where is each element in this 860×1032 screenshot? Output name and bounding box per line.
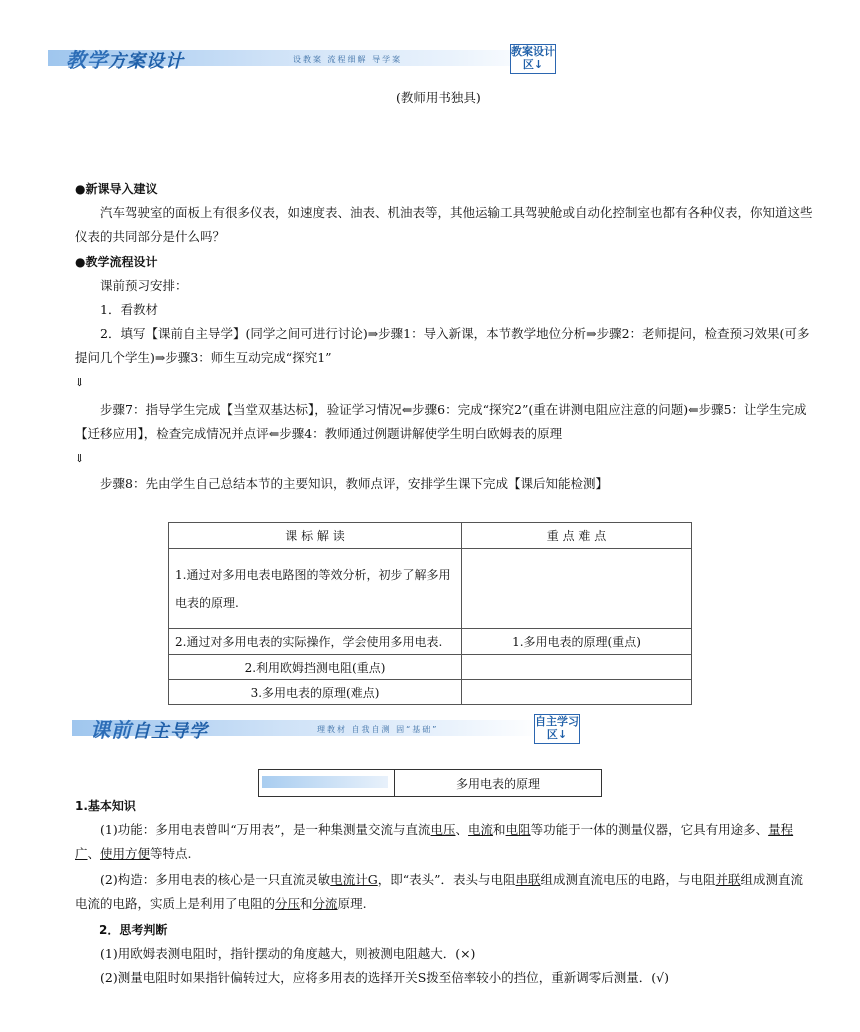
flow-preview: 课前预习安排： xyxy=(100,278,188,293)
basic-structure xyxy=(75,868,815,916)
basic-heading: 1.基本知识 xyxy=(75,799,136,813)
text: 和 xyxy=(493,822,506,837)
banner-title-rest: 方案设计 xyxy=(108,51,184,72)
answer-blank: 电阻 xyxy=(505,822,531,837)
answer-blank: 串联 xyxy=(515,872,541,887)
answer-blank: 分压 xyxy=(275,896,301,911)
text: 、 xyxy=(87,846,101,861)
table-header: 重 点 难 点 xyxy=(462,523,692,549)
banner-subtitle: 理教材 自我自测 固“基础” xyxy=(317,725,439,734)
text: 等功能于一体的测量仪器，它具有用途多、 xyxy=(530,822,769,837)
judge-q1: (1)用欧姆表测电阻时，指针摆动的角度越大，则被测电阻越大．(×) xyxy=(100,946,476,961)
answer-blank: 电流 xyxy=(468,822,494,837)
text: 和 xyxy=(300,896,313,911)
self-study-banner xyxy=(72,712,592,742)
table-cell xyxy=(462,549,692,629)
topic-decoration xyxy=(262,776,388,788)
banner-title-lead: 教学 xyxy=(66,48,108,72)
flow-arrow-down: ⇓ xyxy=(75,452,85,465)
answer-blank: 量程广 xyxy=(75,822,794,861)
basic-function xyxy=(75,818,815,866)
flow-step-read: 1．看教材 xyxy=(100,302,158,317)
text: (1)功能：多用电表曾叫“万用表”，是一种集测量交流与直流 xyxy=(100,822,431,837)
answer-blank: 电压 xyxy=(430,822,456,837)
teacher-note: (教师用书独具) xyxy=(396,90,481,105)
intro-body: 汽车驾驶室的面板上有很多仪表，如速度表、油表、机油表等，其他运输工具驾驶舱或自动化控制室也都有各种仪表，你知道这些仪表的共同部分是什么吗？ xyxy=(75,205,813,244)
banner-title xyxy=(90,714,208,743)
text: ，即“表头”．表头与电阻 xyxy=(377,872,516,887)
answer-blank: 使用方便 xyxy=(100,846,151,861)
judge-heading: 2．思考判断 xyxy=(99,923,168,937)
topic-title: 多用电表的原理 xyxy=(455,777,540,791)
text: 等特点. xyxy=(150,846,192,861)
objectives-table xyxy=(168,522,692,705)
flow-step-7: 步骤7：指导学生完成【当堂双基达标】，验证学习情况⇐步骤6：完成“探究2”(重在讲测电阻应注意的问题)⇐步骤5：让学生完成【迁移应用】，检查完成情况并点评⇐步骤4：教师通过例题讲解使学生明白欧姆表的原理 xyxy=(75,402,807,441)
table-cell: 2.通过对多用电表的实际操作，学会使用多用电表. xyxy=(169,629,462,655)
text: 组成测直流电压的电路，与电阻 xyxy=(540,872,716,887)
text: 、 xyxy=(455,822,469,837)
table-header: 课 标 解 读 xyxy=(169,523,462,549)
topic-box xyxy=(258,769,602,797)
judge-q2: (2)测量电阻时如果指针偏转过大，应将多用表的选择开关S拨至倍率较小的挡位，重新调零后测量．(√) xyxy=(100,970,669,985)
table-cell: 2.利用欧姆挡测电阻(重点) xyxy=(169,655,462,680)
table-cell: 3.多用电表的原理(难点) xyxy=(169,680,462,705)
banner-tag: 自主学习区↓ xyxy=(534,714,580,744)
banner-title xyxy=(66,44,184,73)
banner-title-rest: 自主导学 xyxy=(132,721,208,742)
text: 组成测直流电流的电路，实质上是利用了电阻的 xyxy=(75,872,804,911)
flow-step-8: 步骤8：先由学生自己总结本节的主要知识，教师点评，安排学生课下完成【课后知能检测】 xyxy=(100,476,608,491)
flow-arrow-down: ⇓ xyxy=(75,376,85,389)
intro-heading: ●新课导入建议 xyxy=(75,182,158,196)
banner-title-lead: 课前 xyxy=(90,718,132,742)
flow-heading: ●教学流程设计 xyxy=(75,255,158,269)
banner-tag: 教案设计区↓ xyxy=(510,44,556,74)
text: 原理. xyxy=(337,896,367,911)
table-cell xyxy=(462,655,692,680)
lesson-plan-banner xyxy=(48,42,568,72)
table-cell: 1.通过对多用电表电路图的等效分析，初步了解多用电表的原理. xyxy=(169,549,462,629)
banner-subtitle: 设教案 流程细解 导学案 xyxy=(293,55,403,64)
table-cell: 1.多用电表的原理(重点) xyxy=(462,629,692,655)
table-cell xyxy=(462,680,692,705)
answer-blank: 电流计G xyxy=(330,872,378,887)
text: (2)构造：多用电表的核心是一只直流灵敏 xyxy=(100,872,331,887)
answer-blank: 分流 xyxy=(312,896,338,911)
flow-step-fill: 2．填写【课前自主导学】(同学之间可进行讨论)⇒步骤1：导入新课，本节教学地位分析⇒步骤2：老师提问，检查预习效果(可多提问几个学生)⇒步骤3：师生互动完成“探究1” xyxy=(75,326,810,365)
answer-blank: 并联 xyxy=(715,872,741,887)
